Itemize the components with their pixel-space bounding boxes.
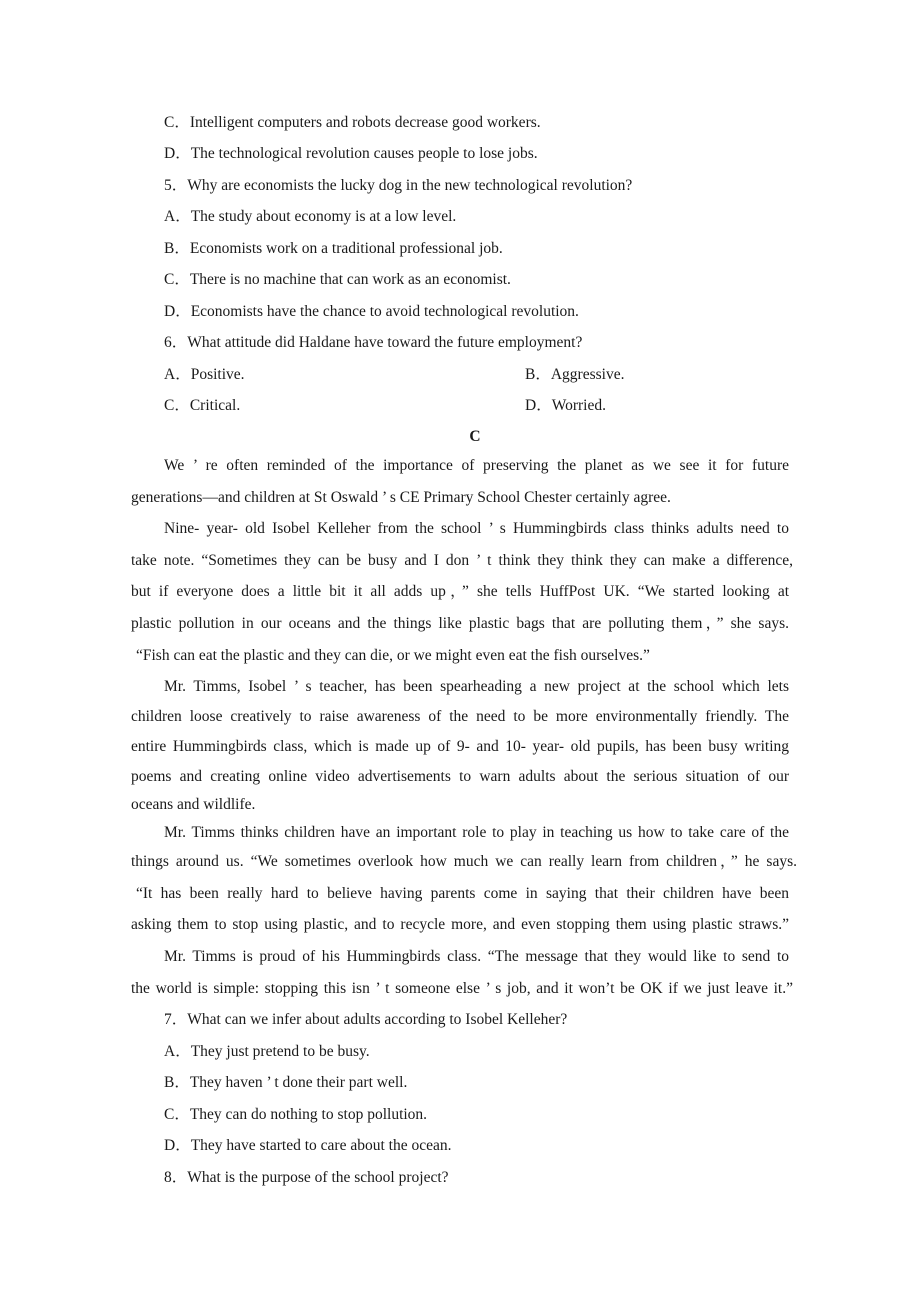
passage-line: take note. “Sometimes they can be busy and I don ’ t think they think they can make a difference,	[131, 552, 793, 569]
q4-option-c: C．Intelligent computers and robots decrease good workers.	[164, 114, 541, 131]
section-heading: C	[469, 428, 481, 445]
q5-stem: 5．Why are economists the lucky dog in the new technological revolution?	[164, 177, 633, 194]
passage-line: oceans and wildlife.	[131, 796, 256, 813]
passage-line: Mr. Timms is proud of his Hummingbirds class. “The message that they would like to send to	[164, 948, 789, 965]
q6-option-d: D．Worried.	[525, 397, 606, 414]
q7-option-b: B．They haven ’ t done their part well.	[164, 1074, 408, 1091]
q5-option-b: B．Economists work on a traditional professional job.	[164, 240, 503, 257]
passage-line: Nine- year- old Isobel Kelleher from the school ’ s Hummingbirds class thinks adults need to	[164, 520, 789, 537]
q6-option-c: C．Critical.	[164, 397, 241, 414]
q5-option-a: A．The study about economy is at a low level.	[164, 208, 457, 225]
q7-option-c: C．They can do nothing to stop pollution.	[164, 1106, 428, 1123]
passage-line: the world is simple: stopping this isn ’ t someone else ’ s job, and it won’t be OK if we just leave it.”	[131, 980, 793, 997]
passage-line: We ’ re often reminded of the importance of preserving the planet as we see it for future	[164, 457, 789, 474]
q7-option-d: D．They have started to care about the ocean.	[164, 1137, 452, 1154]
q7-stem: 7．What can we infer about adults according to Isobel Kelleher?	[164, 1011, 568, 1028]
passage-line: Mr. Timms thinks children have an important role to play in teaching us how to take care of the	[164, 824, 789, 841]
passage-line: things around us. “We sometimes overlook how much we can really learn from children，” he says.	[131, 853, 797, 870]
passage-line: poems and creating online video advertisements to warn adults about the serious situation of our	[131, 768, 789, 785]
q6-stem: 6．What attitude did Haldane have toward the future employment?	[164, 334, 583, 351]
q8-stem: 8．What is the purpose of the school project?	[164, 1169, 449, 1186]
q6-option-b: B．Aggressive.	[525, 366, 625, 383]
passage-line: “Fish can eat the plastic and they can die, or we might even eat the fish ourselves.”	[136, 647, 650, 664]
q4-option-d: D．The technological revolution causes people to lose jobs.	[164, 145, 538, 162]
passage-line: but if everyone does a little bit it all adds up，” she tells HuffPost UK. “We started looking at	[131, 583, 789, 600]
passage-line: “It has been really hard to believe having parents come in saying that their children have been	[136, 885, 789, 902]
q7-option-a: A．They just pretend to be busy.	[164, 1043, 370, 1060]
q5-option-c: C．There is no machine that can work as an economist.	[164, 271, 511, 288]
passage-line: asking them to stop using plastic, and to recycle more, and even stopping them using plastic straws.”	[131, 916, 789, 933]
passage-line: plastic pollution in our oceans and the things like plastic bags that are polluting them，” she says.	[131, 615, 789, 632]
passage-line: entire Hummingbirds class, which is made up of 9- and 10- year- old pupils, has been busy writing	[131, 738, 789, 755]
passage-line: generations—and children at St Oswald ’ s CE Primary School Chester certainly agree.	[131, 489, 671, 506]
passage-line: Mr. Timms, Isobel ’ s teacher, has been spearheading a new project at the school which lets	[164, 678, 789, 695]
q5-option-d: D．Economists have the chance to avoid technological revolution.	[164, 303, 579, 320]
q6-option-a: A．Positive.	[164, 366, 245, 383]
passage-line: children loose creatively to raise awareness of the need to be more environmentally friendly. The	[131, 708, 789, 725]
